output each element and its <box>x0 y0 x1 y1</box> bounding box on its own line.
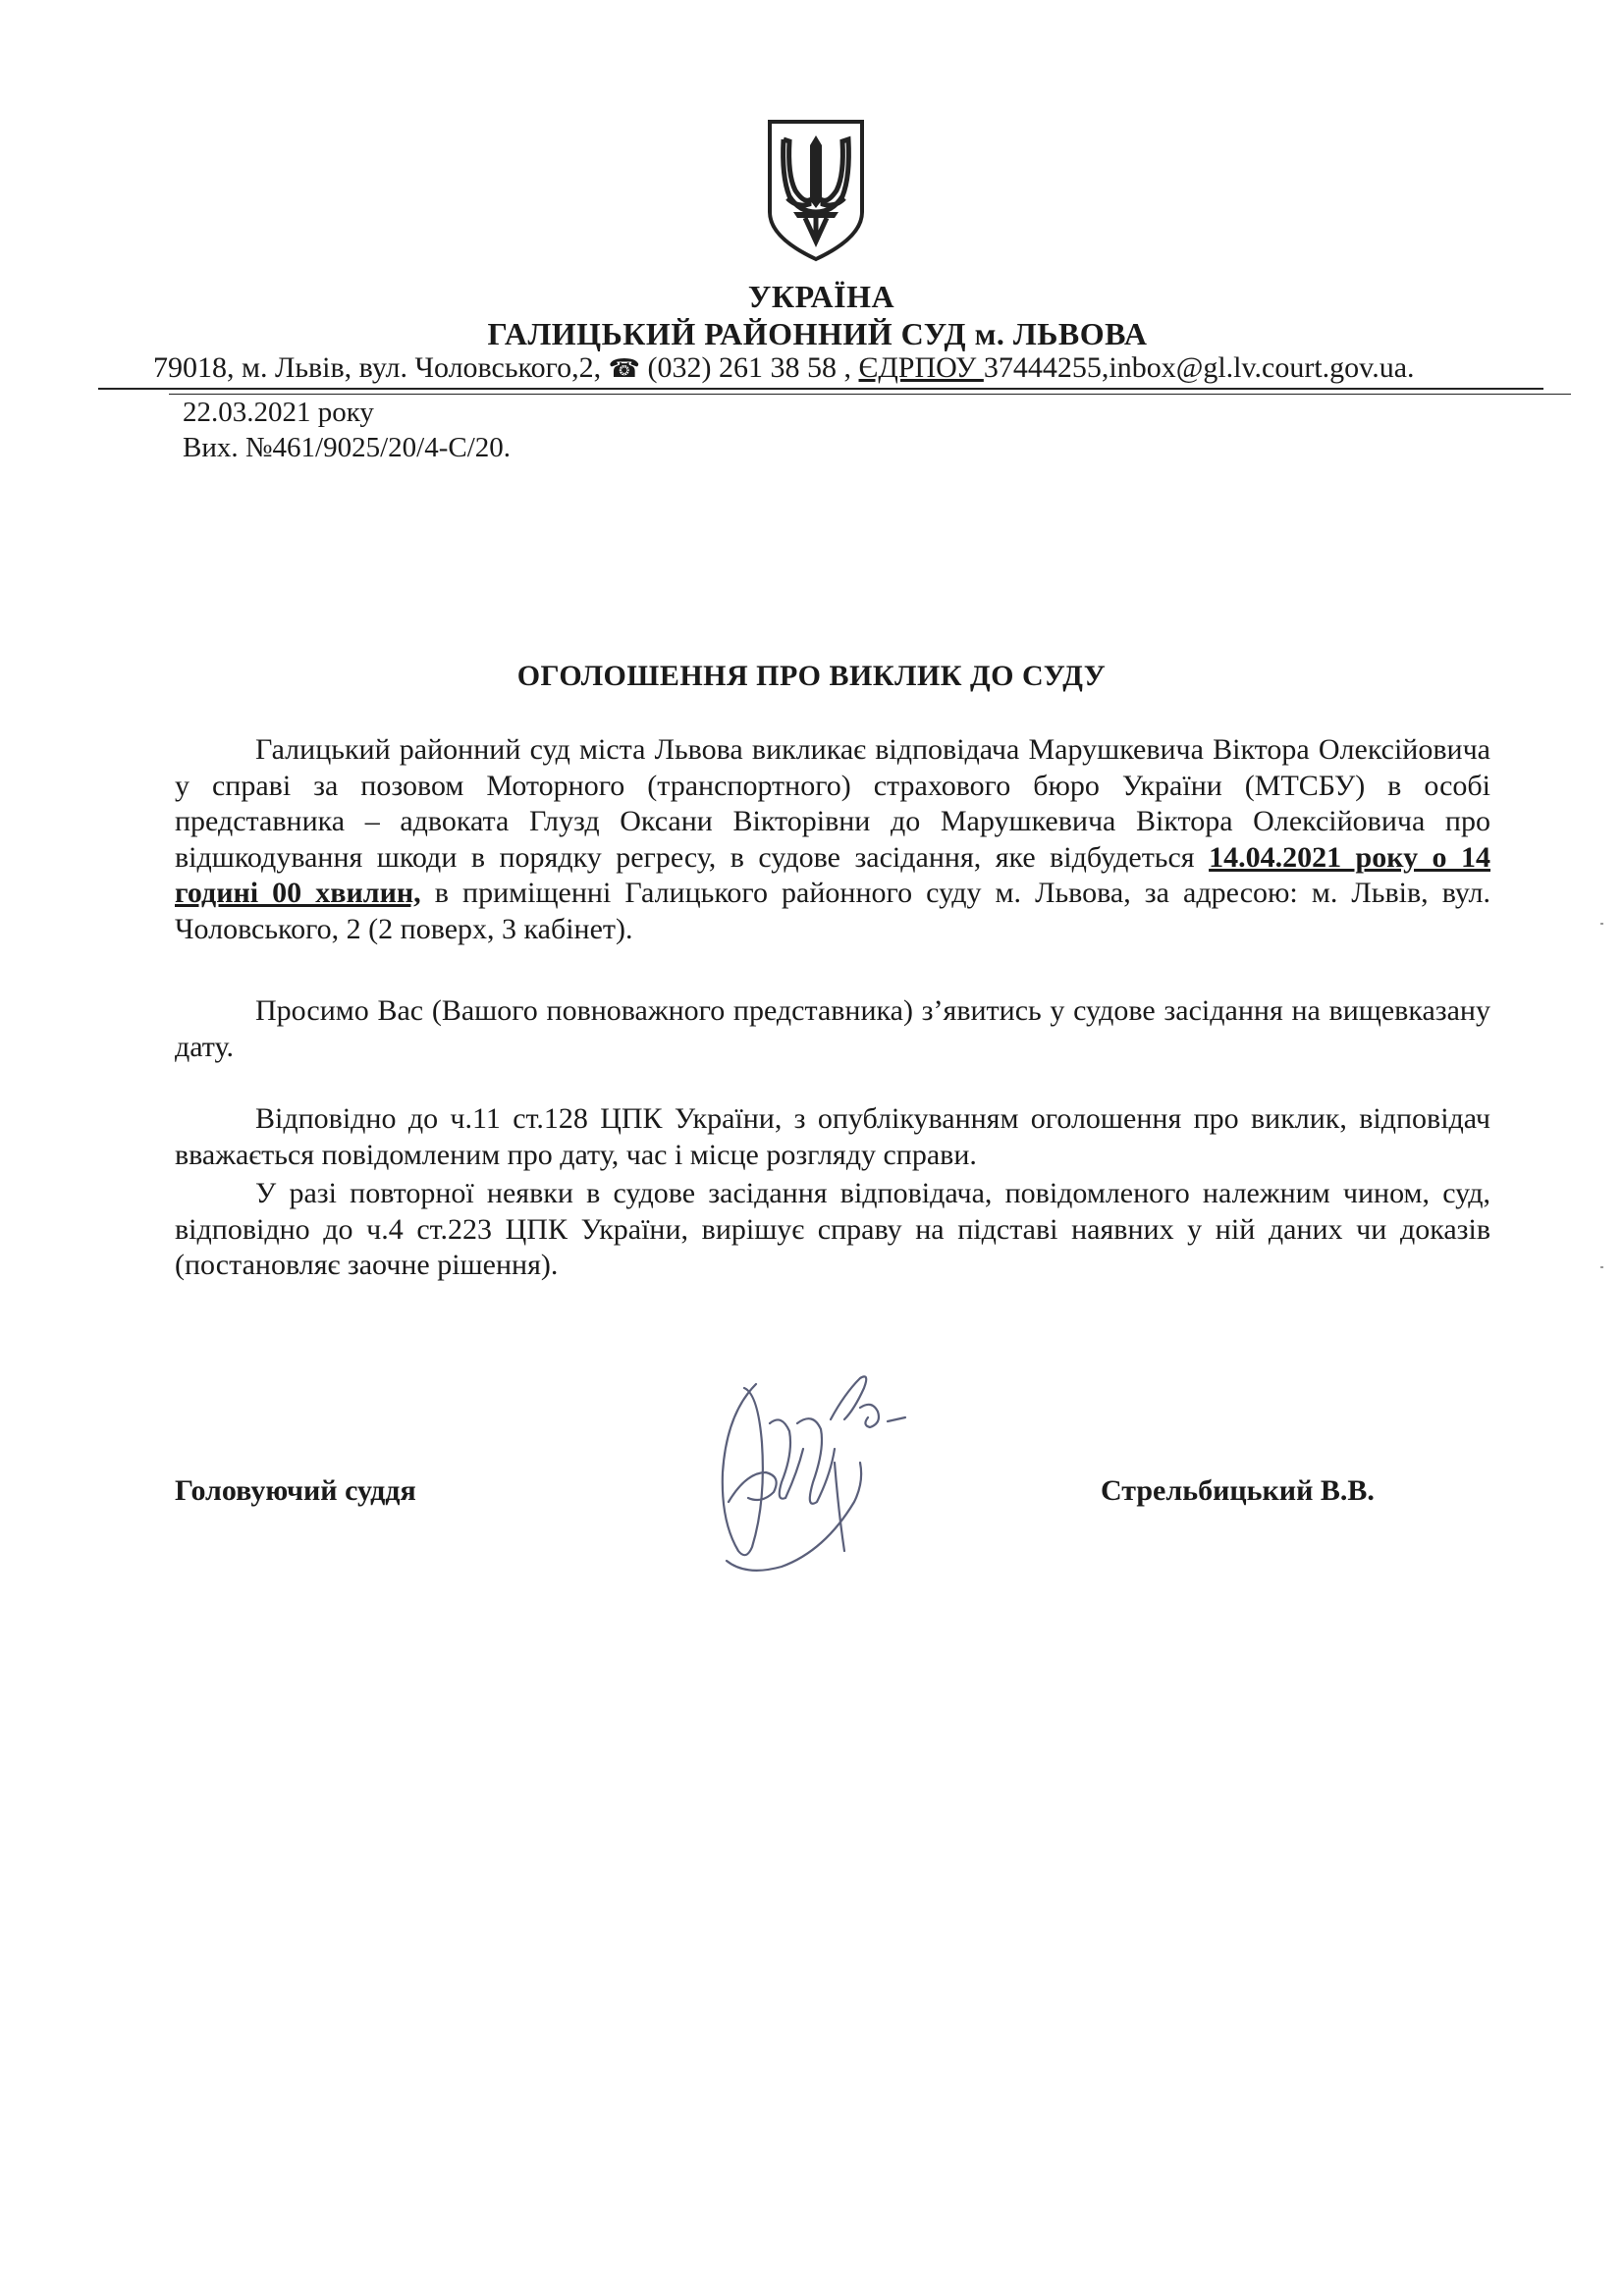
country-heading: УКРАЇНА <box>747 279 895 314</box>
notice-paragraph-default-judgment: У разі повторної неявки в судове засідання відповідача, повідомленого належним чином, суд, відповідно до ч.4 ст.223 ЦПК України, вирішує справу на підставі наявних у ній даних чи доказів (постановляє заочне рішення). <box>175 1177 1490 1281</box>
phone-icon: ☎ <box>608 354 641 384</box>
phone-number: (032) 261 38 58 , <box>640 351 859 384</box>
margin-mark <box>1600 1266 1603 1268</box>
court-name-heading: ГАЛИЦЬКИЙ РАЙОННИЙ СУД м. ЛЬВОВА <box>487 316 1148 351</box>
edrpou-label: ЄДРПОУ <box>858 351 984 384</box>
court-address-line <box>153 351 1547 385</box>
signatory-name: Стрельбицький В.В. <box>1101 1474 1375 1507</box>
edrpou-and-email: 37444255,inbox@gl.lv.court.gov.ua. <box>983 351 1415 384</box>
notice-paragraph-summons <box>175 732 1490 947</box>
hearing-datetime: 14.04.2021 року о 14 годині 00 хвилин, <box>175 840 1491 909</box>
summons-text-start: Галицький районний суд міста Львова викликає відповідача Марушкевича Віктора Олексійовича у справі за позовом Моторного (транспортного) страхового бюро України (МТСБУ) в особі представника – адвоката Глузд Оксани Вікторівни до Марушкевича Віктора Олексійовича про відшкодування шкоди в порядку регресу, в судове засідання, яке відбудеться <box>175 733 1490 874</box>
notice-paragraph-legal-basis: Відповідно до ч.11 ст.128 ЦПК України, з опублікуванням оголошення про виклик, відповідач вважається повідомленим про дату, час і місце розгляду справи. <box>175 1102 1490 1171</box>
notice-paragraph-appearance-request: Просимо Вас (Вашого повноважного представника) з’явитись у судове засідання на вищевказану дату. <box>175 994 1490 1063</box>
header-divider-lower <box>169 394 1571 395</box>
header-divider-upper <box>98 388 1543 390</box>
trident-emblem-icon <box>764 118 868 263</box>
outgoing-number: Вих. №461/9025/20/4-С/20. <box>183 432 512 463</box>
address-text: 79018, м. Львів, вул. Чоловського,2, <box>153 351 609 384</box>
signatory-role: Головуючий суддя <box>175 1474 416 1507</box>
notice-title: ОГОЛОШЕННЯ ПРО ВИКЛИК ДО СУДУ <box>516 660 1107 692</box>
margin-mark <box>1600 923 1603 925</box>
handwritten-signature <box>687 1355 923 1590</box>
document-date: 22.03.2021 року <box>183 397 374 428</box>
summons-text-end: в приміщенні Галицького районного суду м. Львова, за адресою: м. Львів, вул. Чоловського, 2 (2 поверх, 3 кабінет). <box>175 877 1490 945</box>
